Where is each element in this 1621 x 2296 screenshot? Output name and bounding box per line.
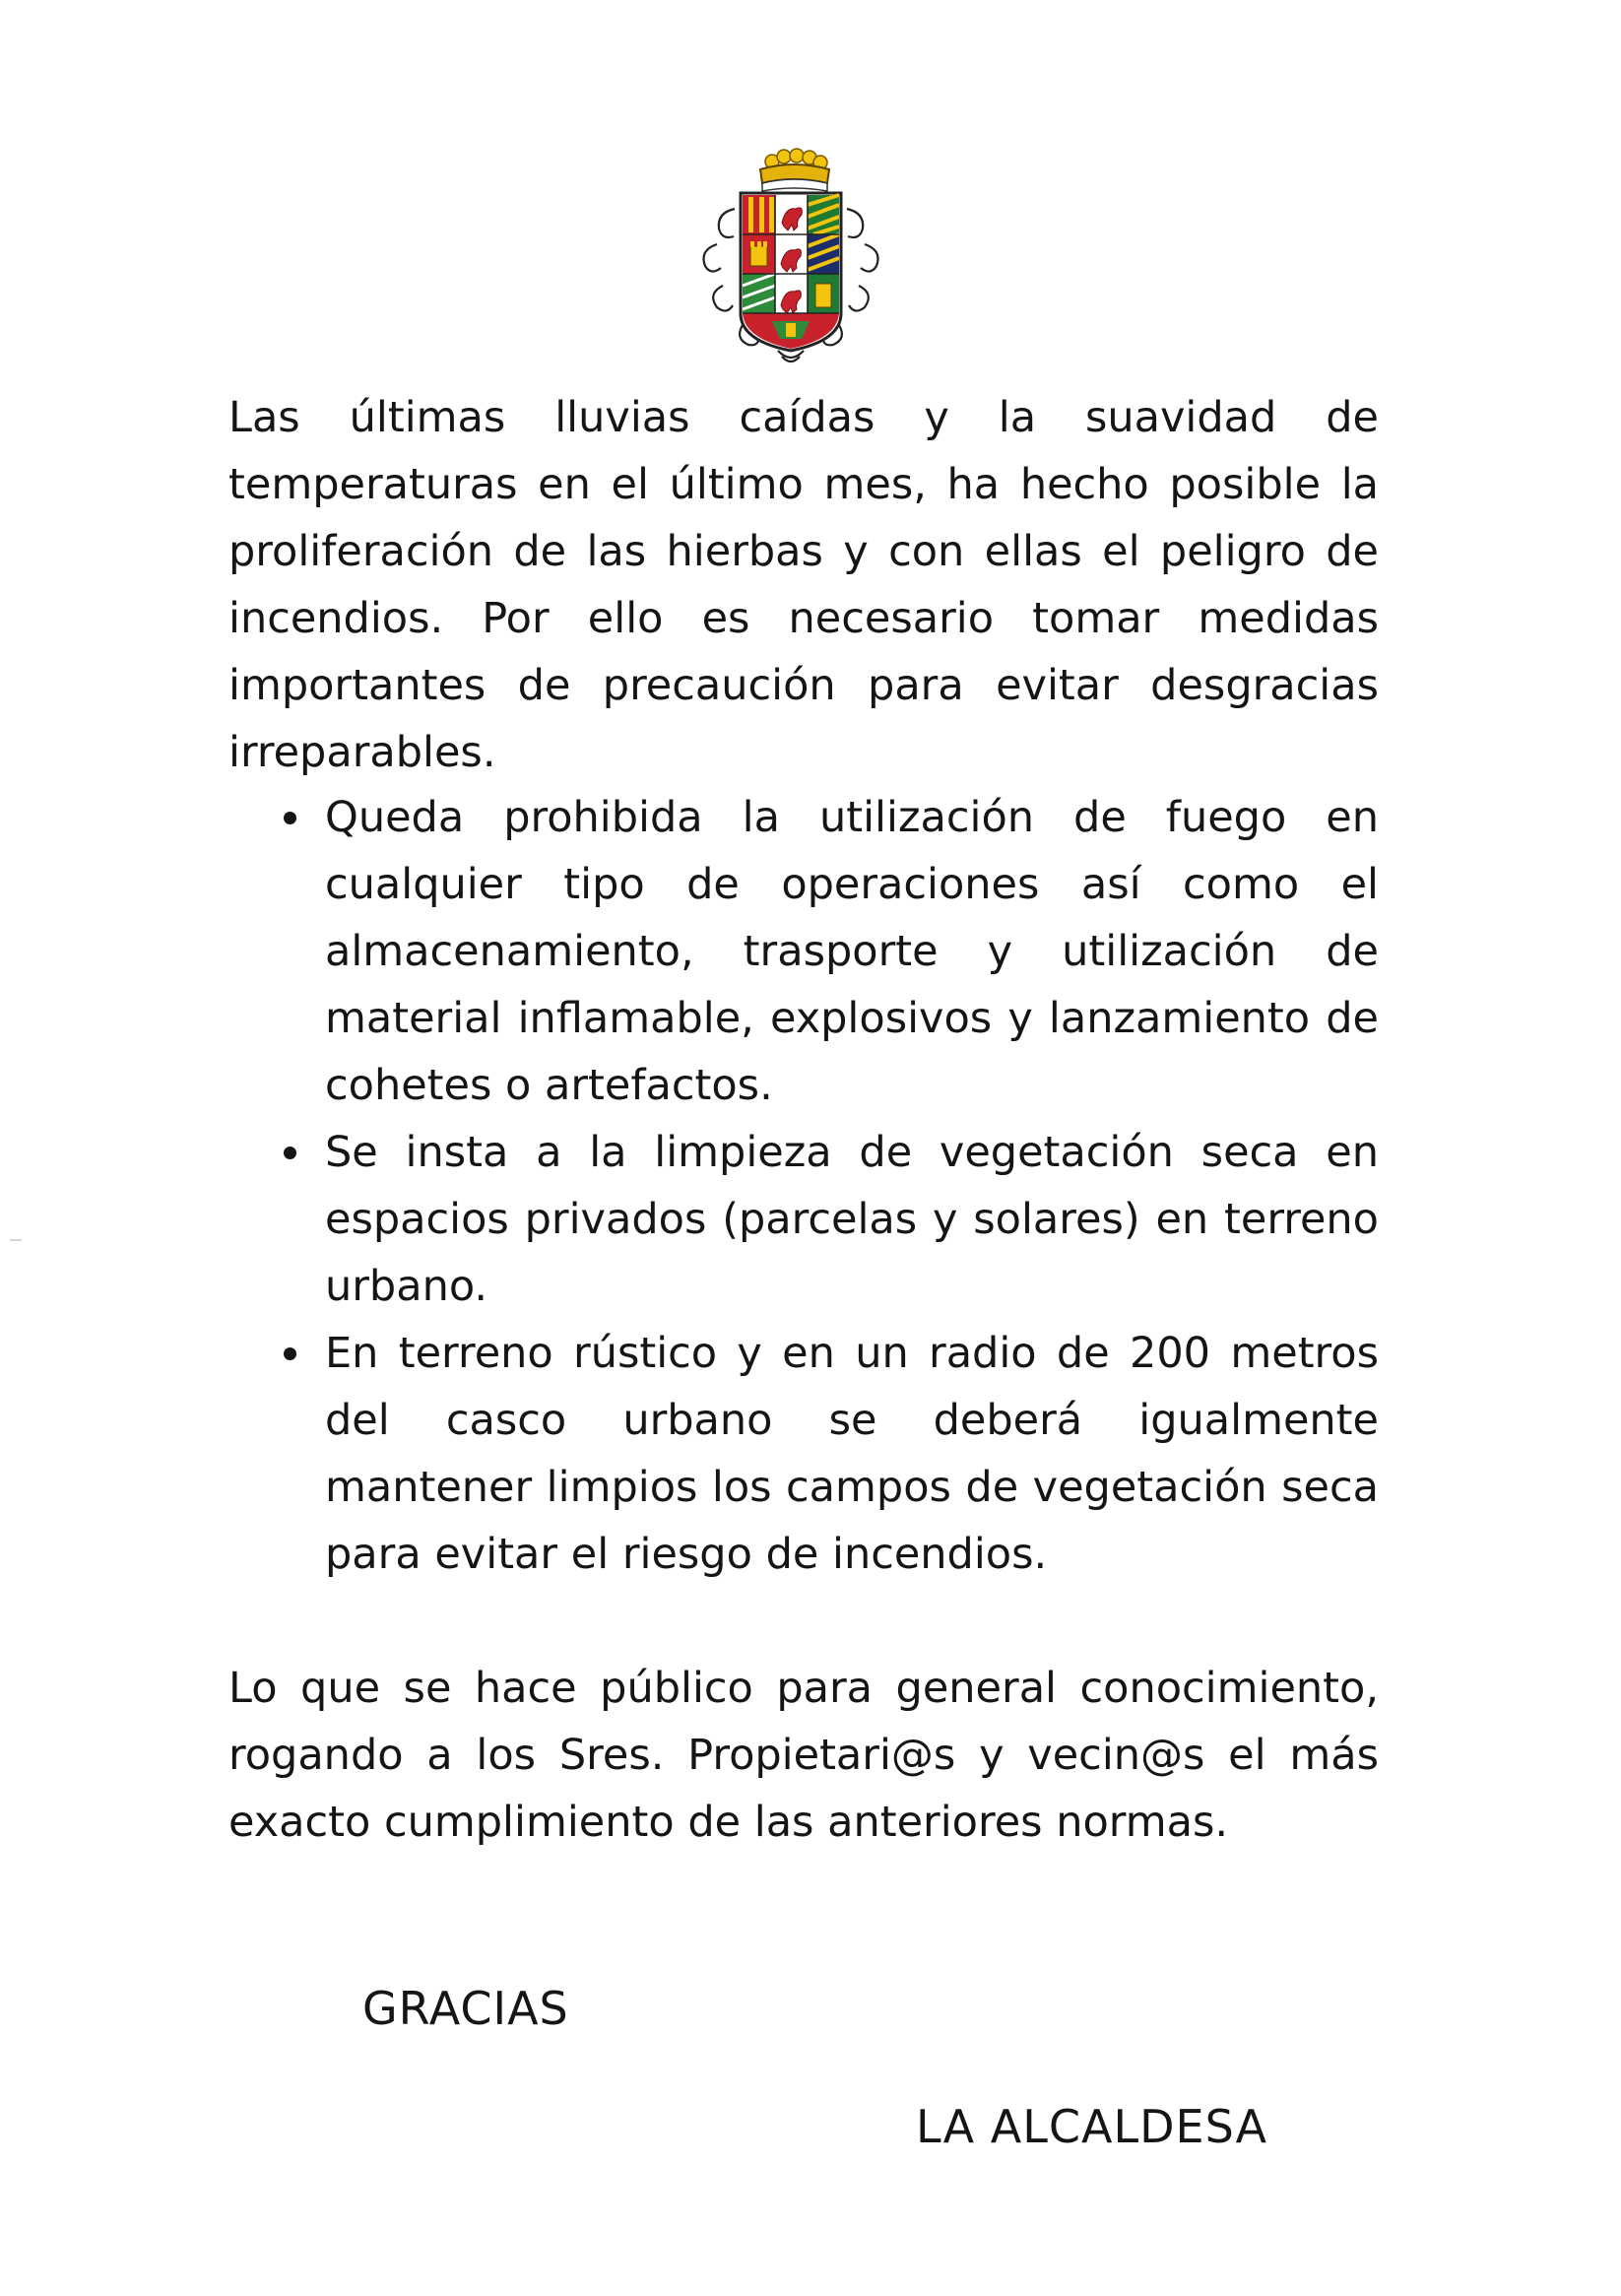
bullet-icon: [284, 812, 296, 824]
list-item: [228, 1119, 1379, 1320]
intro-paragraph: Las últimas lluvias caídas y la suavidad de temperaturas en el último mes, ha hecho posible la proliferación de las hierbas y con ellas el peligro de incendios. Por ello es necesario tomar medidas importantes de precaución para evitar desgracias irreparables.: [228, 393, 1379, 777]
signature-text: LA ALCALDESA: [916, 2100, 1268, 2153]
municipal-coat-of-arms-icon: [683, 148, 898, 366]
precaution-list: [228, 784, 1379, 1655]
list-item-text: Se insta a la limpieza de vegetación seca en espacios privados (parcelas y solares) en terreno urbano.: [325, 1128, 1379, 1311]
bullet-icon: [284, 1147, 296, 1159]
closing-paragraph: Lo que se hace público para general conocimiento, rogando a los Sres. Propietari@s y vecin@s el más exacto cumplimiento de las anteriores normas.: [228, 1664, 1379, 1847]
list-item-text: En terreno rústico y en un radio de 200 metros del casco urbano se deberá igualmente mantener limpios los campos de vegetación seca para evitar el riesgo de incendios.: [325, 1329, 1379, 1579]
scan-artifact: [10, 1239, 22, 1241]
list-item: [228, 784, 1379, 1119]
bullet-icon: [284, 1347, 296, 1360]
list-item-text: Queda prohibida la utilización de fuego en cualquier tipo de operaciones así como el almacenamiento, trasporte y utilización de material inflamable, explosivos y lanzamiento de cohetes o artefactos.: [325, 793, 1379, 1110]
list-item: [228, 1320, 1379, 1655]
thanks-text: GRACIAS: [362, 1982, 569, 2035]
crown-icon: [760, 149, 829, 191]
